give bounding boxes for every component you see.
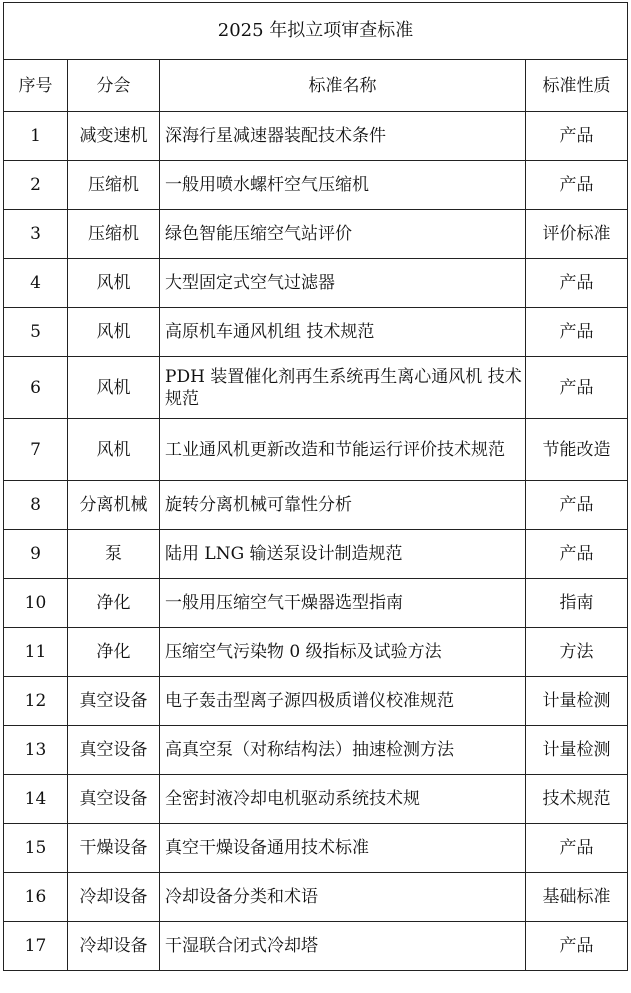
cell-division: 风机 bbox=[68, 259, 160, 308]
table-row bbox=[4, 726, 628, 775]
cell-index: 11 bbox=[4, 628, 68, 677]
cell-division: 分离机械 bbox=[68, 481, 160, 530]
cell-division: 净化 bbox=[68, 628, 160, 677]
table-row bbox=[4, 357, 628, 419]
table-row bbox=[4, 530, 628, 579]
cell-name: 旋转分离机械可靠性分析 bbox=[160, 481, 526, 530]
header-index: 序号 bbox=[4, 60, 68, 112]
cell-name: 电子轰击型离子源四极质谱仪校准规范 bbox=[160, 677, 526, 726]
cell-type: 技术规范 bbox=[526, 775, 628, 824]
cell-index: 12 bbox=[4, 677, 68, 726]
cell-name: 高真空泵（对称结构法）抽速检测方法 bbox=[160, 726, 526, 775]
table-row bbox=[4, 677, 628, 726]
cell-index: 3 bbox=[4, 210, 68, 259]
cell-division: 干燥设备 bbox=[68, 824, 160, 873]
table-row bbox=[4, 775, 628, 824]
cell-name: 工业通风机更新改造和节能运行评价技术规范 bbox=[160, 419, 526, 481]
cell-index: 1 bbox=[4, 112, 68, 161]
cell-name: 一般用喷水螺杆空气压缩机 bbox=[160, 161, 526, 210]
cell-name: 干湿联合闭式冷却塔 bbox=[160, 922, 526, 971]
cell-type: 评价标准 bbox=[526, 210, 628, 259]
cell-type: 指南 bbox=[526, 579, 628, 628]
cell-type: 产品 bbox=[526, 259, 628, 308]
table-row bbox=[4, 481, 628, 530]
cell-division: 真空设备 bbox=[68, 677, 160, 726]
table-row bbox=[4, 210, 628, 259]
table-row bbox=[4, 259, 628, 308]
cell-division: 减变速机 bbox=[68, 112, 160, 161]
cell-name: 大型固定式空气过滤器 bbox=[160, 259, 526, 308]
cell-index: 14 bbox=[4, 775, 68, 824]
cell-type: 产品 bbox=[526, 530, 628, 579]
cell-name: PDH 装置催化剂再生系统再生离心通风机 技术规范 bbox=[160, 357, 526, 419]
cell-type: 计量检测 bbox=[526, 726, 628, 775]
cell-name: 全密封液冷却电机驱动系统技术规 bbox=[160, 775, 526, 824]
table-row bbox=[4, 112, 628, 161]
cell-type: 产品 bbox=[526, 112, 628, 161]
cell-index: 4 bbox=[4, 259, 68, 308]
cell-division: 风机 bbox=[68, 308, 160, 357]
cell-name: 高原机车通风机组 技术规范 bbox=[160, 308, 526, 357]
cell-type: 产品 bbox=[526, 161, 628, 210]
header-name: 标准名称 bbox=[160, 60, 526, 112]
cell-name: 压缩空气污染物 0 级指标及试验方法 bbox=[160, 628, 526, 677]
cell-index: 5 bbox=[4, 308, 68, 357]
table-title: 2025 年拟立项审查标准 bbox=[4, 3, 628, 60]
standards-table bbox=[3, 2, 628, 971]
cell-index: 16 bbox=[4, 873, 68, 922]
cell-type: 产品 bbox=[526, 824, 628, 873]
table-row bbox=[4, 419, 628, 481]
table-row bbox=[4, 579, 628, 628]
cell-name: 冷却设备分类和术语 bbox=[160, 873, 526, 922]
cell-division: 真空设备 bbox=[68, 726, 160, 775]
cell-division: 冷却设备 bbox=[68, 922, 160, 971]
cell-index: 17 bbox=[4, 922, 68, 971]
table-row bbox=[4, 824, 628, 873]
cell-division: 真空设备 bbox=[68, 775, 160, 824]
header-type: 标准性质 bbox=[526, 60, 628, 112]
cell-index: 8 bbox=[4, 481, 68, 530]
cell-type: 产品 bbox=[526, 357, 628, 419]
cell-index: 7 bbox=[4, 419, 68, 481]
cell-type: 产品 bbox=[526, 308, 628, 357]
cell-type: 方法 bbox=[526, 628, 628, 677]
cell-type: 节能改造 bbox=[526, 419, 628, 481]
cell-index: 13 bbox=[4, 726, 68, 775]
cell-name: 陆用 LNG 输送泵设计制造规范 bbox=[160, 530, 526, 579]
cell-type: 计量检测 bbox=[526, 677, 628, 726]
table-row bbox=[4, 628, 628, 677]
table-row bbox=[4, 922, 628, 971]
cell-name: 绿色智能压缩空气站评价 bbox=[160, 210, 526, 259]
cell-division: 泵 bbox=[68, 530, 160, 579]
cell-index: 6 bbox=[4, 357, 68, 419]
cell-index: 9 bbox=[4, 530, 68, 579]
cell-type: 产品 bbox=[526, 481, 628, 530]
cell-division: 风机 bbox=[68, 419, 160, 481]
cell-index: 10 bbox=[4, 579, 68, 628]
cell-division: 压缩机 bbox=[68, 210, 160, 259]
cell-name: 一般用压缩空气干燥器选型指南 bbox=[160, 579, 526, 628]
cell-type: 产品 bbox=[526, 922, 628, 971]
cell-index: 15 bbox=[4, 824, 68, 873]
table-row bbox=[4, 161, 628, 210]
cell-name: 真空干燥设备通用技术标准 bbox=[160, 824, 526, 873]
cell-division: 风机 bbox=[68, 357, 160, 419]
cell-type: 基础标准 bbox=[526, 873, 628, 922]
cell-index: 2 bbox=[4, 161, 68, 210]
cell-name: 深海行星减速器装配技术条件 bbox=[160, 112, 526, 161]
header-division: 分会 bbox=[68, 60, 160, 112]
table-row bbox=[4, 308, 628, 357]
cell-division: 压缩机 bbox=[68, 161, 160, 210]
cell-division: 冷却设备 bbox=[68, 873, 160, 922]
cell-division: 净化 bbox=[68, 579, 160, 628]
table-row bbox=[4, 873, 628, 922]
